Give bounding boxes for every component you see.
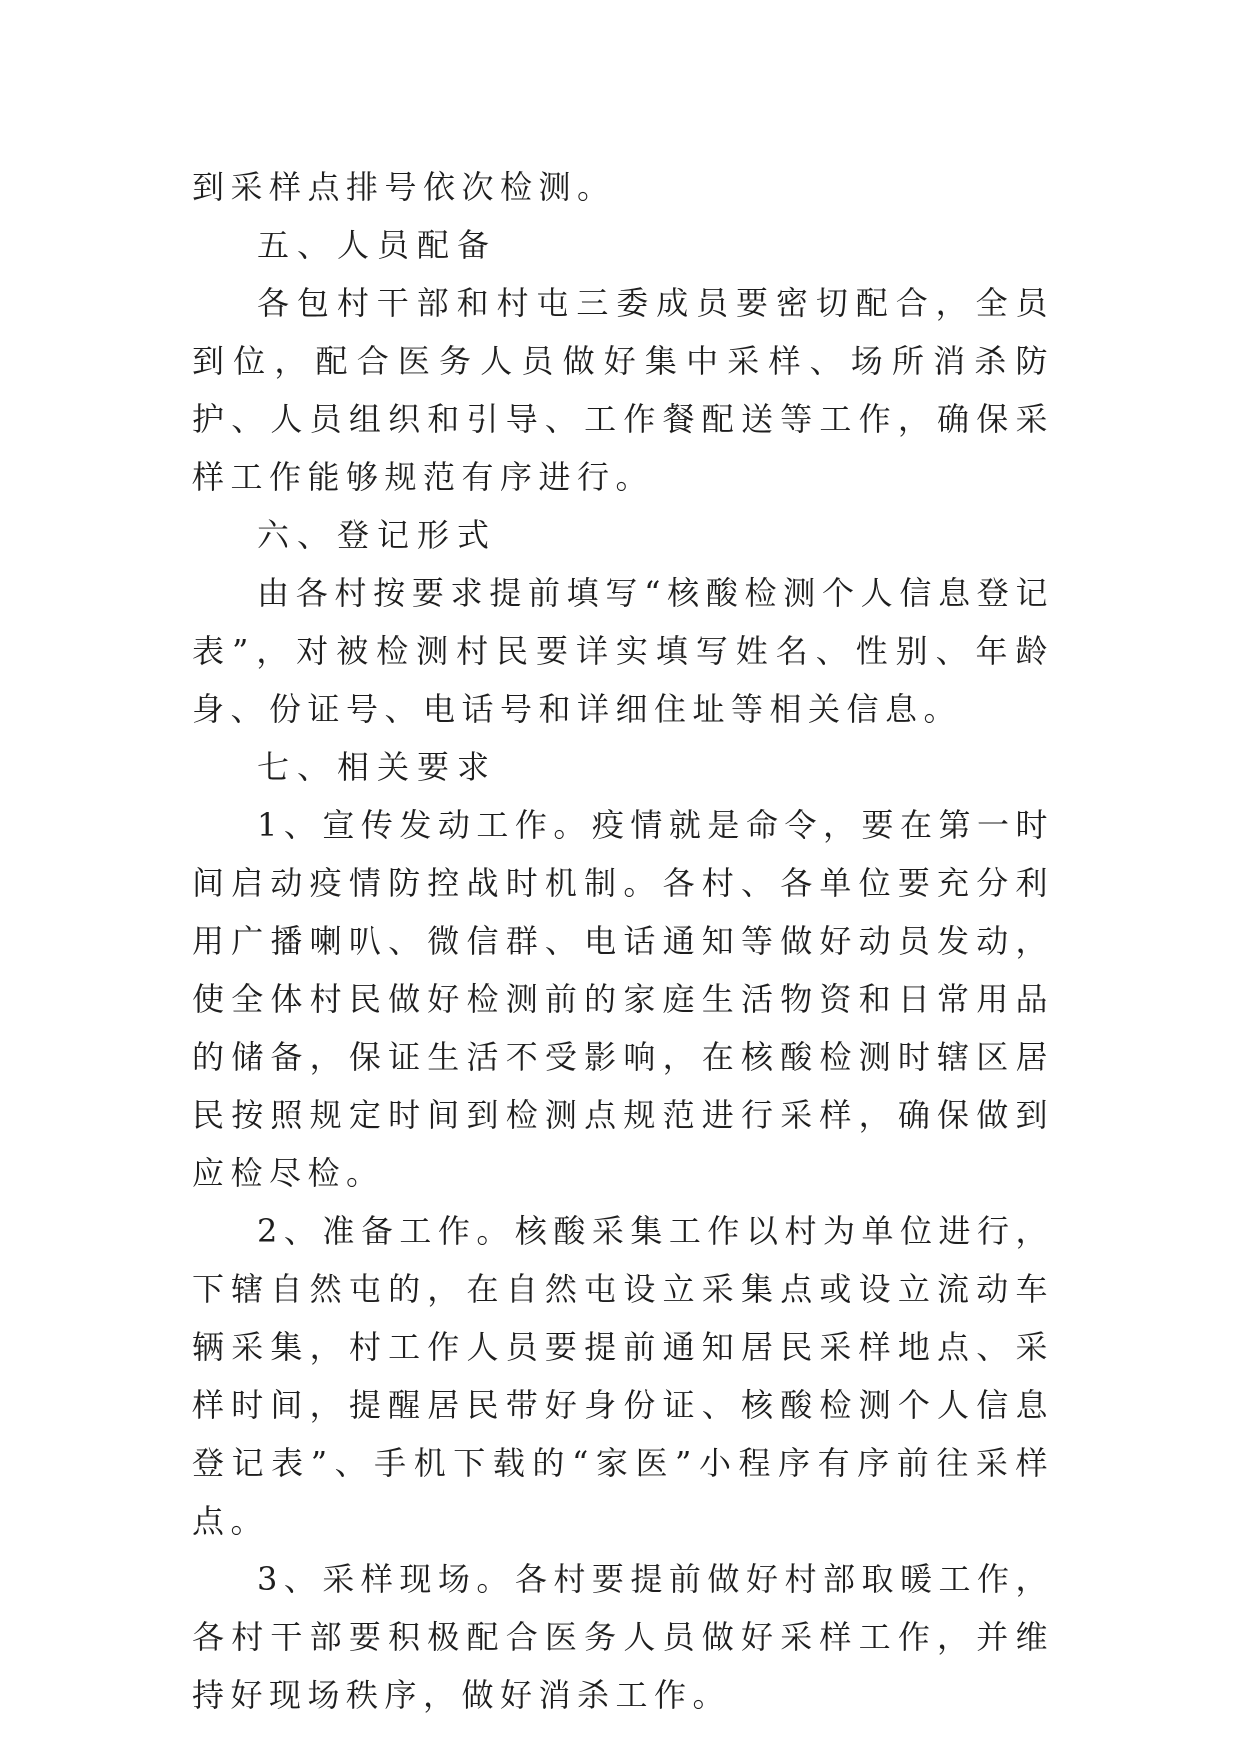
section-heading-personnel: 五、人员配备 <box>257 226 498 264</box>
paragraph-registration: 由各村按要求提前填写“核酸检测个人信息登记表”，对被检测村民要详实填写姓名、性别、年龄身、份证号、电话号和详细住址等相关信息。 <box>192 574 1054 728</box>
document-body <box>192 158 1054 1724</box>
paragraph-requirement-3: 3、采样现场。各村要提前做好村部取暖工作，各村干部要积极配合医务人员做好采样工作，并维持好现场秩序，做好消杀工作。 <box>192 1560 1054 1714</box>
paragraph-personnel: 各包村干部和村屯三委成员要密切配合，全员到位，配合医务人员做好集中采样、场所消杀防护、人员组织和引导、工作餐配送等工作，确保采样工作能够规范有序进行。 <box>192 284 1054 496</box>
section-heading-registration: 六、登记形式 <box>257 516 498 554</box>
section-heading-requirements: 七、相关要求 <box>257 748 498 786</box>
paragraph-requirement-2: 2、准备工作。核酸采集工作以村为单位进行，下辖自然屯的，在自然屯设立采集点或设立流动车辆采集，村工作人员要提前通知居民采样地点、采样时间，提醒居民带好身份证、核酸检测个人信息登记表”、手机下载的“家医”小程序有序前往采样点。 <box>192 1212 1054 1540</box>
paragraph-continuation: 到采样点排号依次检测。 <box>192 168 616 206</box>
paragraph-requirement-1: 1、宣传发动工作。疫情就是命令，要在第一时间启动疫情防控战时机制。各村、各单位要充分利用广播喇叭、微信群、电话通知等做好动员发动，使全体村民做好检测前的家庭生活物资和日常用品的储备，保证生活不受影响，在核酸检测时辖区居民按照规定时间到检测点规范进行采样，确保做到应检尽检。 <box>192 806 1054 1192</box>
